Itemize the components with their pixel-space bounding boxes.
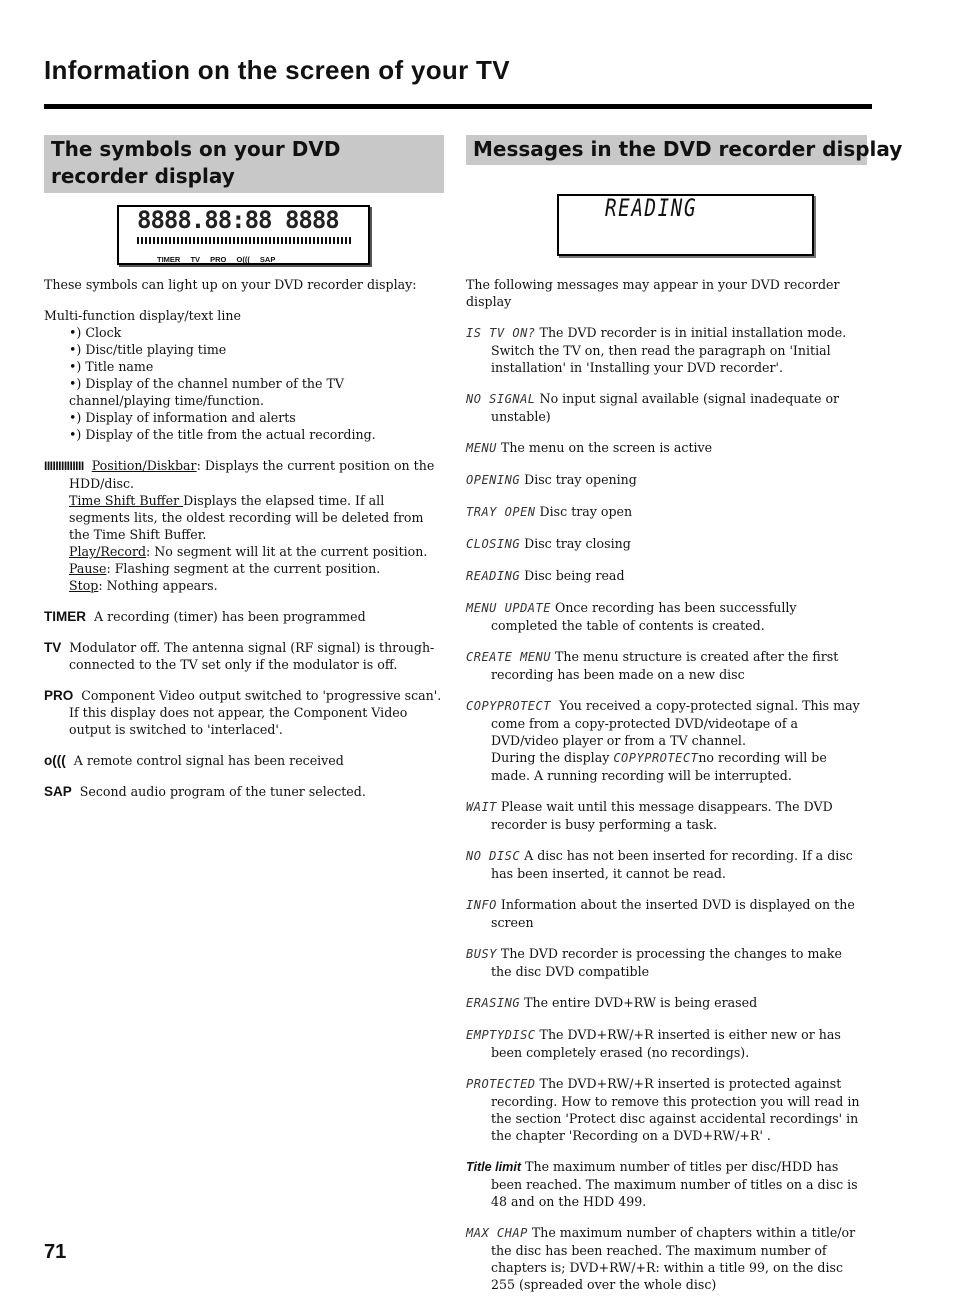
message-entry-max-chap [466, 1224, 866, 1293]
message-code: WAIT [466, 800, 497, 814]
symbol-sap: SAP [44, 784, 72, 799]
messages-column [466, 276, 866, 1307]
message-text: Disc tray open [539, 504, 633, 519]
message-text: You received a copy-protected signal. This may come from a copy-protected DVD/videotape of a DVD/video player or from a TV channel. [491, 698, 860, 748]
message-text: The DVD recorder is processing the changes to make the disc DVD compatible [491, 946, 842, 979]
display-label-sap: SAP [259, 255, 276, 264]
message-entry [466, 439, 866, 457]
reading-display-illustration [557, 194, 814, 256]
multifunction-item: •) Title name [69, 359, 154, 374]
message-entry [466, 1026, 866, 1061]
multifunction-item: •) Display of the title from the actual recording. [69, 427, 376, 442]
message-entry [466, 567, 866, 585]
symbol-entry-remote [44, 752, 444, 769]
message-entry [466, 945, 866, 980]
message-text: Once recording has been successfully completed the table of contents is created. [491, 600, 797, 633]
page-title: Information on the screen of your TV [44, 55, 510, 85]
message-code: COPYPROTECT [613, 751, 699, 765]
message-text: Disc being read [524, 568, 625, 583]
symbol-entry-timer [44, 608, 444, 625]
message-code: MENU [466, 441, 497, 455]
symbol-description: Component Video output switched to 'progressive scan'. If this display does not appear, the Component Video output is switched to 'interlaced'. [69, 688, 442, 737]
message-code: MAX CHAP [466, 1226, 528, 1240]
position-label: Position/Diskbar [91, 458, 197, 473]
message-entry-copyprotect [466, 697, 866, 784]
message-code: TRAY OPEN [466, 505, 536, 519]
message-text: No input signal available (signal inadequate or unstable) [491, 391, 840, 424]
messages-intro: The following messages may appear in your DVD recorder display [466, 277, 840, 309]
multifunction-item: •) Display of information and alerts [69, 410, 296, 425]
multifunction-item: •) Clock [69, 325, 122, 340]
symbol-description: A remote control signal has been received [73, 753, 344, 768]
message-code: EMPTYDISC [466, 1028, 536, 1042]
message-code: IS TV ON? [466, 326, 536, 340]
messages-section-heading: Messages in the DVD recorder display [466, 135, 867, 165]
symbols-section-heading: The symbols on your DVD recorder display [44, 135, 444, 193]
symbol-timer: TIMER [44, 609, 86, 624]
symbol-description: A recording (timer) has been programmed [94, 609, 366, 624]
message-entry [466, 994, 866, 1012]
display-diskbar [137, 237, 351, 244]
pause-label: Pause [69, 561, 107, 576]
symbol-description: Modulator off. The antenna signal (RF signal) is through-connected to the TV set only if the modulator is off. [69, 640, 435, 672]
message-code: INFO [466, 898, 497, 912]
message-entry [466, 599, 866, 634]
position-text: : Displays the current position on the HDD/disc. [69, 458, 435, 491]
message-code: NO DISC [466, 849, 521, 863]
diskbar-symbol: IIIIIIIIIIIIII [44, 459, 84, 473]
symbol-tv: TV [44, 640, 62, 655]
message-entry [466, 648, 866, 683]
message-entry [466, 324, 866, 376]
timeshift-label: Time Shift Buffer [69, 493, 184, 508]
display-label-tv: TV [190, 255, 201, 264]
symbol-entry-pro [44, 687, 444, 738]
symbol-pro: PRO [44, 688, 74, 703]
message-text: The DVD recorder is in initial installation mode. Switch the TV on, then read the paragraph on 'Initial installation' in 'Installing your DVD recorder'. [491, 325, 847, 375]
message-text: The maximum number of titles per disc/HDD has been reached. The maximum number of titles on a disc is 48 and on the HDD 499. [491, 1159, 858, 1209]
recorder-display-illustration [117, 205, 370, 265]
message-code: CLOSING [466, 537, 521, 551]
message-code: PROTECTED [466, 1077, 536, 1091]
symbol-entry-tv [44, 639, 444, 673]
symbol-remote: o((( [44, 753, 66, 768]
stop-label: Stop [69, 578, 99, 593]
message-text: The maximum number of chapters within a title/or the disc has been reached. The maximum number of chapters is; DVD+RW/+R: within a title 99, on the disc 255 (spreaded over the whole disc) [491, 1225, 856, 1292]
message-text: Information about the inserted DVD is displayed on the screen [491, 897, 855, 930]
message-text: Disc tray opening [524, 472, 637, 487]
message-text: Disc tray closing [524, 536, 631, 551]
message-code: READING [466, 569, 521, 583]
multifunction-block [44, 307, 444, 443]
message-code: Title limit [466, 1160, 522, 1174]
message-code: OPENING [466, 473, 521, 487]
message-entry [466, 798, 866, 833]
message-text: The menu structure is created after the first recording has been made on a new disc [491, 649, 839, 682]
symbols-column [44, 276, 444, 814]
message-text: The DVD+RW/+R inserted is either new or has been completely erased (no recordings). [491, 1027, 841, 1060]
message-text: The entire DVD+RW is being erased [524, 995, 758, 1010]
message-entry [466, 535, 866, 553]
stop-text: : Nothing appears. [98, 578, 218, 593]
multifunction-list [44, 324, 444, 443]
message-code: CREATE MENU [466, 650, 551, 664]
display-symbol-labels [157, 251, 283, 268]
message-text: The DVD+RW/+R inserted is protected against recording. How to remove this protection you will read in the section 'Protect disc against accidental recordings' in the chapter 'Recording on a DVD+RW/+R' . [491, 1076, 860, 1143]
message-entry [466, 390, 866, 425]
multifunction-item: •) Display of the channel number of the TV channel/playing time/function. [69, 376, 344, 408]
message-text: The menu on the screen is active [500, 440, 713, 455]
display-segments: 8888.88:88 8888 [137, 206, 339, 234]
message-code: COPYPROTECT [466, 699, 551, 713]
display-label-timer: TIMER [157, 255, 181, 264]
message-entry [466, 847, 866, 882]
message-code: ERASING [466, 996, 521, 1010]
message-entry [466, 503, 866, 521]
message-code: NO SIGNAL [466, 392, 536, 406]
message-text: A disc has not been inserted for recording. If a disc has been inserted, it cannot be read. [491, 848, 853, 881]
message-entry [466, 896, 866, 931]
copyprotect-during-suffix: no recording will be made. A running recording will be interrupted. [491, 750, 827, 783]
display-label-pro: PRO [210, 255, 227, 264]
message-entry [466, 1075, 866, 1144]
pause-text: : Flashing segment at the current position. [106, 561, 381, 576]
copyprotect-during-prefix: During the display [491, 750, 614, 765]
play-record-text: : No segment will lit at the current position. [146, 544, 428, 559]
symbol-entry-sap [44, 783, 444, 800]
symbol-description: Second audio program of the tuner selected. [79, 784, 366, 799]
message-entry-title-limit [466, 1158, 866, 1210]
title-rule [44, 104, 872, 109]
display-label-remote: O((( [236, 255, 250, 264]
symbols-intro: These symbols can light up on your DVD recorder display: [44, 277, 417, 292]
message-code: BUSY [466, 947, 497, 961]
message-entry [466, 471, 866, 489]
play-record-label: Play/Record [69, 544, 147, 559]
page-number: 71 [44, 1241, 67, 1263]
message-code: MENU UPDATE [466, 601, 551, 615]
multifunction-title: Multi-function display/text line [44, 308, 241, 323]
reading-display-text: READING [605, 194, 698, 222]
message-text: Please wait until this message disappears. The DVD recorder is busy performing a task. [491, 799, 833, 832]
position-diskbar-entry [44, 457, 444, 594]
multifunction-item: •) Disc/title playing time [69, 342, 227, 357]
timeshift-text: Displays the elapsed time. If all segments lits, the oldest recording will be deleted from the Time Shift Buffer. [69, 493, 424, 542]
